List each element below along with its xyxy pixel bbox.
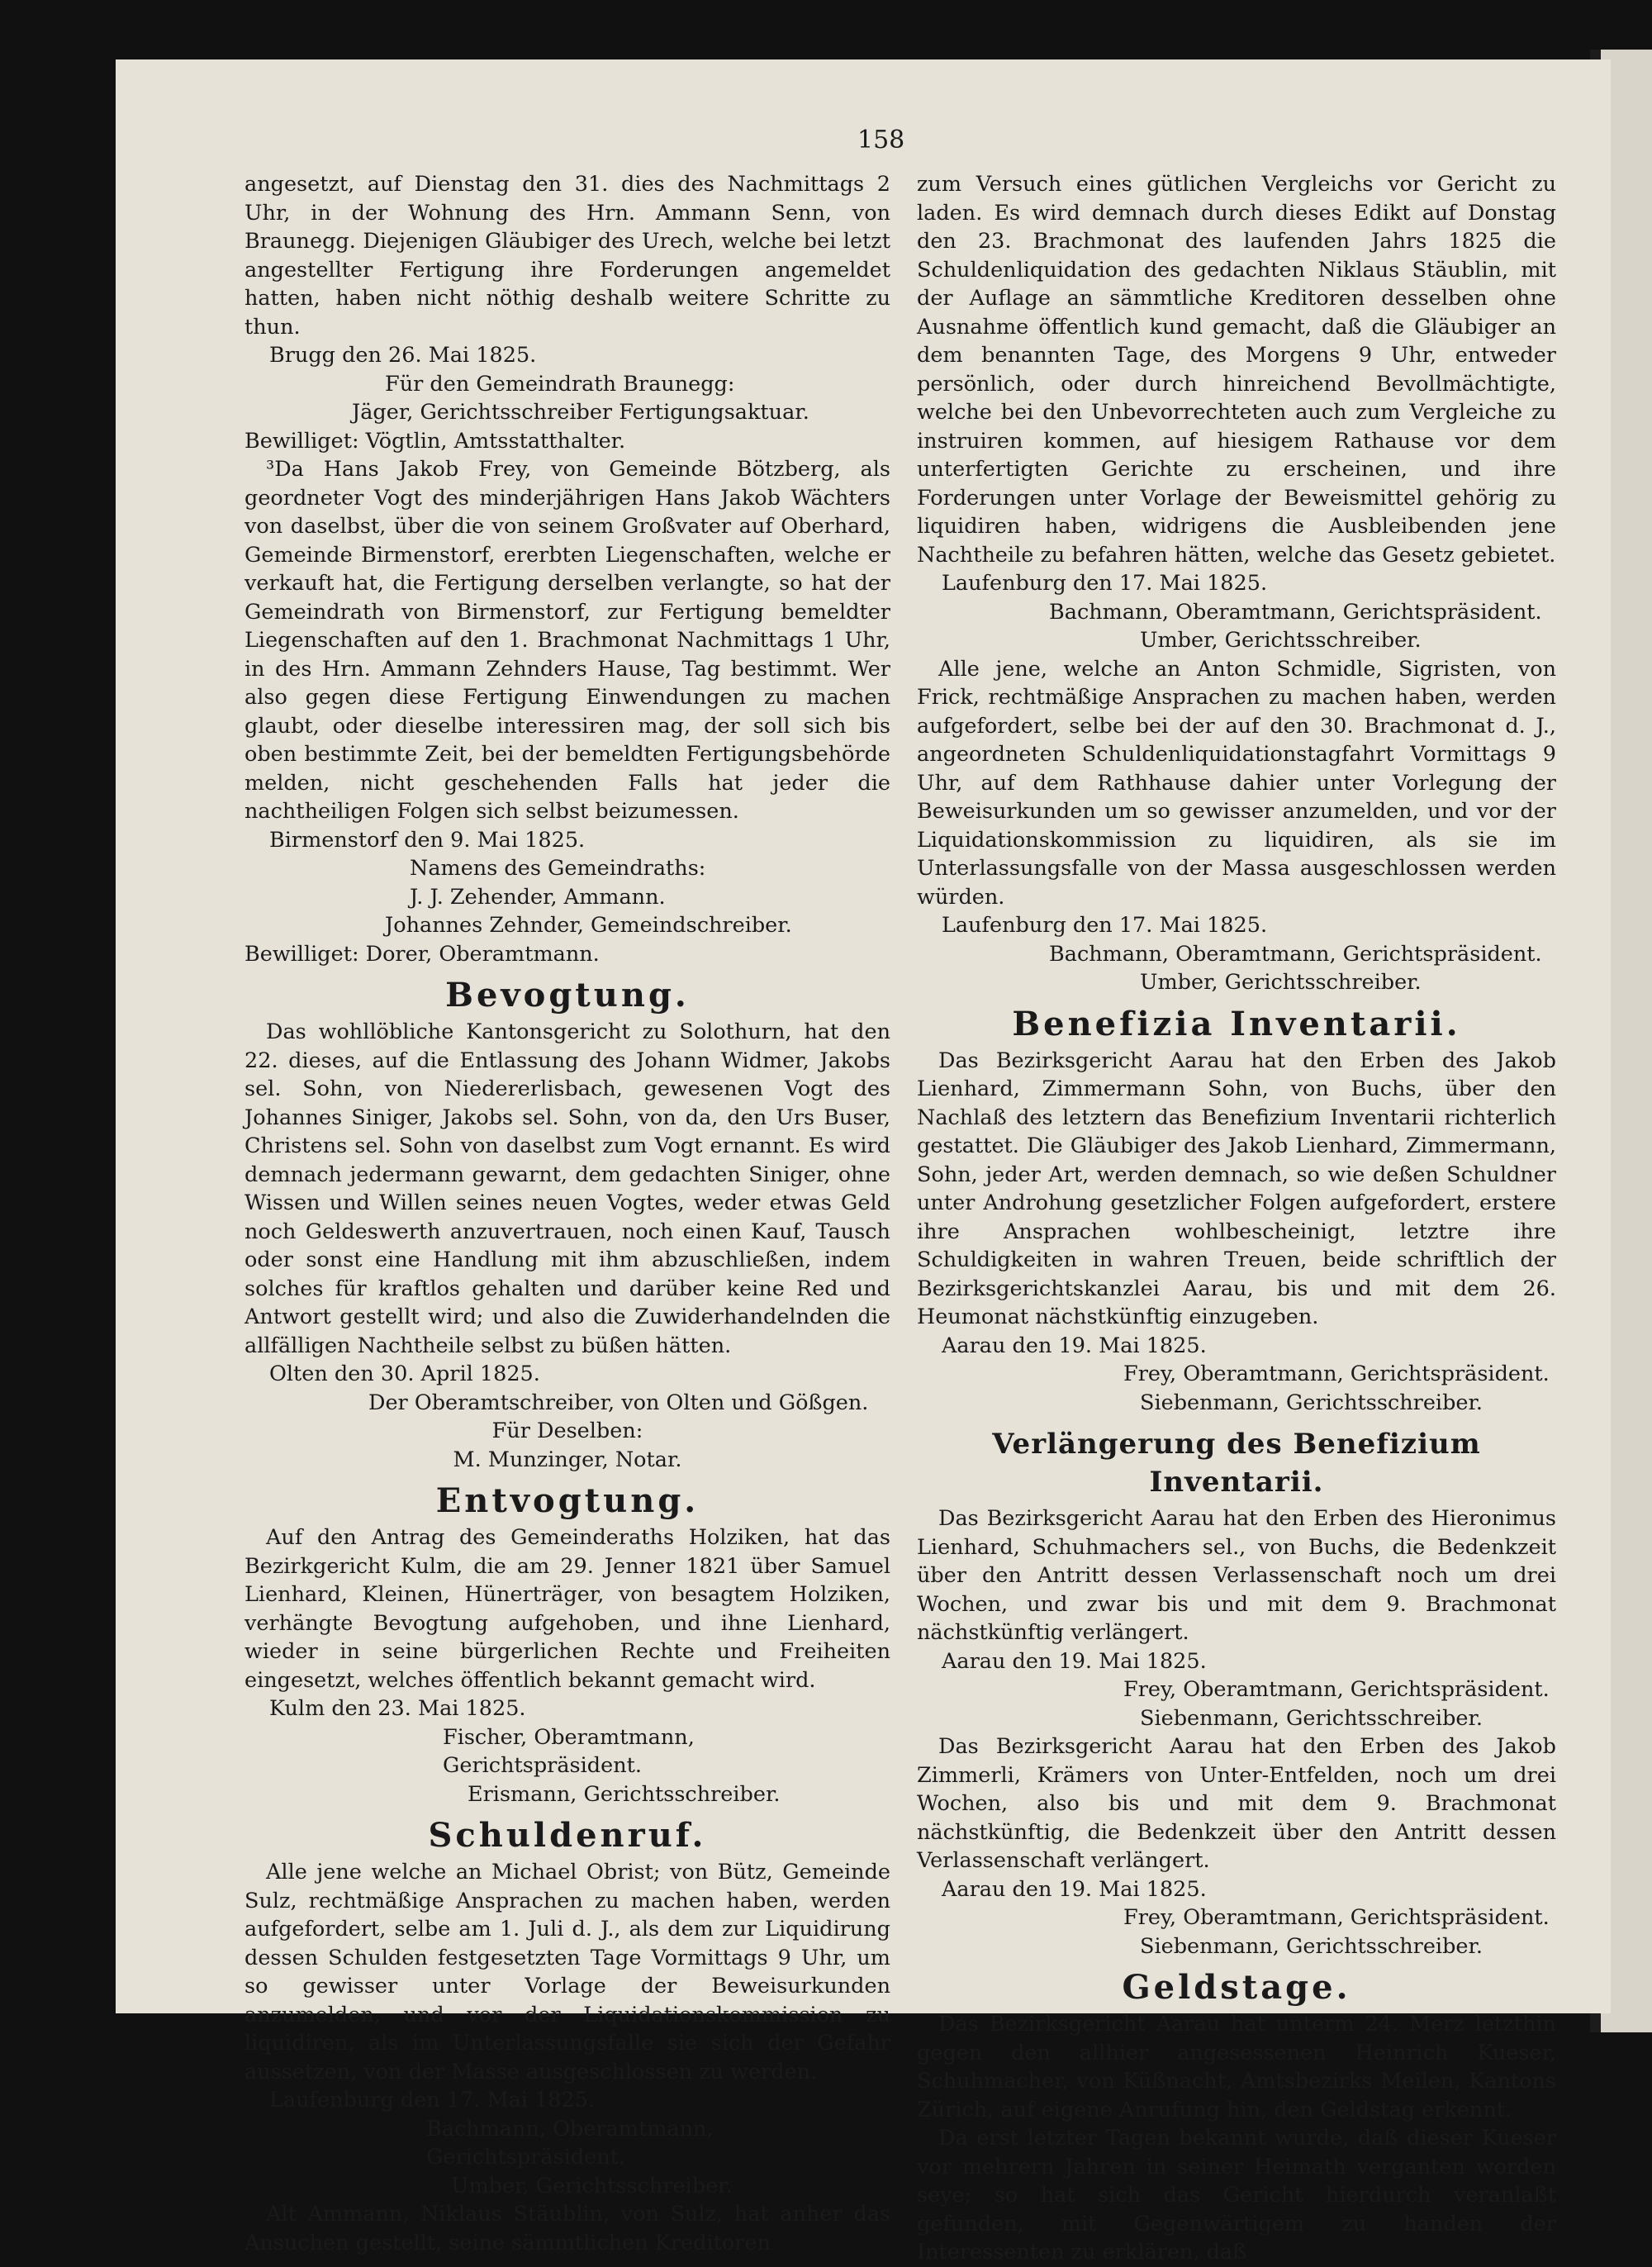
paragraph: Alle jene, welche an Anton Schmidle, Sigristen, von Frick, rechtmäßige Ansprachen zu machen haben, werden aufgefordert, selbe bei der auf den 30. Brachmonat d. J., angeordneten Schuldenliquidationstagfahrt Vormittags 9 Uhr, auf dem Rathhause dahier unter Vorlegung der Beweisurkunden um so gewisser anzumelden, und vor der Liquidationskommission zu liquidiren, als sie im Unterlassungsfalle von der Massa ausgeschlossen werden würden. bbox=[917, 656, 1556, 910]
paragraph: Da erst letzter Tagen bekannt wurde, daß dieser Kueser vor mehrern Jahren in seiner Heimath verganten worden seye; so hat sich das Gericht hierdurch veranlaßt gefunden, mit Gegenwärtigem zu handen der Interessenten zu erklären, daß bbox=[917, 2126, 1556, 2265]
paragraph: angesetzt, auf Dienstag den 31. dies des Nachmittags 2 Uhr, in der Wohnung des Hrn. Ammann Senn, von Braunegg. Diejenigen Gläubiger des Urech, welche bei letzt angestellter Fertigung ihre Forderungen angemeldet hatten, haben nicht nöthig deshalb weitere Schritte zu thun. bbox=[244, 172, 890, 340]
section-heading: Entvogtung. bbox=[435, 1481, 700, 1520]
dateline: Brugg den 26. Mai 1825. bbox=[269, 343, 537, 368]
signature-line: Umber, Gerichtsschreiber. bbox=[1140, 628, 1422, 653]
dateline: Laufenburg den 17. Mai 1825. bbox=[269, 2088, 596, 2113]
dateline: Laufenburg den 17. Mai 1825. bbox=[942, 913, 1268, 938]
paragraph: Das Bezirksgericht Aarau hat den Erben des Jakob Lienhard, Zimmermann Sohn, von Buchs, über den Nachlaß des letztern das Benefizium Inventarii richterlich gestattet. Die Gläubiger des Jakob Lienhard, Zimmermann, Sohn, jeder Art, werden demnach, so wie deßen Schuldner unter Androhung gesetzlicher Folgen aufgefordert, erstere ihre Ansprachen wohlbescheinigt, letztre ihre Schuldigkeiten in wahren Treuen, beide schriftlich der Bezirksgerichtskanzlei Aarau, bis und mit dem 26. Heumonat nächstkünftig einzugeben. bbox=[917, 1048, 1556, 1329]
dateline: Laufenburg den 17. Mai 1825. bbox=[942, 571, 1268, 596]
paragraph: Alt Ammann, Niklaus Stäublin, von Sulz, hat anher das Ansuchen gestellt, seine sämmtlichen Kreditoren bbox=[244, 2202, 890, 2255]
signature-line: M. Munzinger, Notar. bbox=[453, 1447, 682, 1472]
paragraph: ³Da Hans Jakob Frey, von Gemeinde Bötzberg, als geordneter Vogt des minderjährigen Hans Jakob Wächters von daselbst, über die von seinem Großvater auf Oberhard, Gemeinde Birmenstorf, ererbten Liegenschaften, welche er verkauft hat, die Fertigung derselben verlangte, so hat der Gemeindrath von Birmenstorf, zur Fertigung bemeldter Liegenschaften auf den 1. Brachmonat Nachmittags 1 Uhr, in des Hrn. Ammann Zehnders Hause, Tag bestimmt. Wer also gegen diese Fertigung Einwendungen zu machen glaubt, oder dieselbe interessiren mag, der soll sich bis oben bestimmte Zeit, bei der bemeldten Fertigungsbehörde melden, nicht geschehenden Falls hat jeder die nachtheiligen Folgen sich selbst beizumessen. bbox=[244, 457, 890, 824]
paragraph: Auf den Antrag des Gemeinderaths Holziken, hat das Bezirkgericht Kulm, die am 29. Jenner 1821 über Samuel Lienhard, Kleinen, Hünerträger, von besagtem Holziken, verhängte Bevogtung aufgehoben, und ihne Lienhard, wieder in seine bürgerlichen Rechte und Freiheiten eingesetzt, welches öffentlich bekannt gemacht wird. bbox=[244, 1525, 890, 1693]
signature-line: Frey, Oberamtmann, Gerichtspräsident. bbox=[1123, 1677, 1550, 1702]
signature-line: Umber, Gerichtsschreiber. bbox=[1140, 970, 1422, 995]
section-heading: Bevogtung. bbox=[445, 976, 690, 1015]
signature-line: Umber, Gerichtsschreiber. bbox=[451, 2173, 733, 2198]
section-heading: Geldstage. bbox=[1122, 1968, 1351, 2007]
signature-line: Fischer, Oberamtmann, Gerichtspräsident. bbox=[443, 1724, 695, 1778]
signature-line: Siebenmann, Gerichtsschreiber. bbox=[1140, 1705, 1483, 1731]
page-number: 158 bbox=[857, 126, 905, 154]
signature-line: Für Deselben: bbox=[491, 1419, 643, 1443]
dateline: Olten den 30. April 1825. bbox=[269, 1362, 540, 1386]
right-column bbox=[917, 170, 1556, 2267]
signature-line: Jäger, Gerichtsschreiber Fertigungsaktuar. bbox=[352, 400, 809, 425]
signature-line: Frey, Oberamtmann, Gerichtspräsident. bbox=[1123, 1362, 1550, 1386]
paragraph: Das wohllöbliche Kantonsgericht zu Solothurn, hat den 22. dieses, auf die Entlassung des Johann Widmer, Jakobs sel. Sohn, von Niedererlisbach, gewesenen Vogt des Johannes Siniger, Jakobs sel. Sohn, von da, den Urs Buser, Christens sel. Sohn von daselbst zum Vogt ernannt. Es wird demnach jedermann gewarnt, dem gedachten Siniger, ohne Wissen und Willen seines neuen Vogtes, weder etwas Geld noch Geldeswerth anzuvertrauen, noch einen Kauf, Tausch oder sonst eine Handlung mit ihm abzuschließen, indem solches für kraftlos gehalten und darüber keine Red und Antwort gestellt wird; und also die Zuwiderhandelnden die allfälligen Nachtheile selbst zu büßen hätten. bbox=[244, 1019, 890, 1358]
signature-line: Der Oberamtschreiber, von Olten und Gößgen. bbox=[368, 1390, 869, 1415]
signature-line: Siebenmann, Gerichtsschreiber. bbox=[1140, 1933, 1483, 1959]
dateline: Kulm den 23. Mai 1825. bbox=[269, 1696, 526, 1721]
section-heading: Verlängerung des Benefizium Inventarii. bbox=[992, 1428, 1481, 1499]
approval-line: Bewilliget: Dorer, Oberamtmann. bbox=[244, 941, 600, 967]
dateline: Aarau den 19. Mai 1825. bbox=[942, 1333, 1207, 1358]
signature-line: Bachmann, Oberamtmann, Gerichtspräsident. bbox=[1049, 941, 1542, 967]
signature-line: Namens des Gemeindraths: bbox=[410, 856, 706, 881]
section-heading: Benefizia Inventarii. bbox=[1012, 1004, 1461, 1043]
signature-line: Frey, Oberamtmann, Gerichtspräsident. bbox=[1123, 1905, 1550, 1930]
left-column bbox=[244, 170, 890, 2257]
signature-line: Für den Gemeindrath Braunegg: bbox=[385, 371, 735, 397]
paragraph: Alle jene welche an Michael Obrist; von Bütz, Gemeinde Sulz, rechtmäßige Ansprachen zu machen haben, werden aufgefordert, selbe am 1. Juli d. J., als dem zur Liquidirung dessen Schulden festgesetzten Tage Vormittags 9 Uhr, um so gewisser unter Vorlage der Beweisurkunden anzumelden, und vor der Liquidationskommission zu liquidiren, als im Unterlassungsfalle sie sich der Gefahr aussetzen, von der Masse ausgeschlossen zu werden. bbox=[244, 1860, 890, 2084]
signature-line: Johannes Zehnder, Gemeindschreiber. bbox=[385, 913, 792, 938]
signature-line: Siebenmann, Gerichtsschreiber. bbox=[1140, 1390, 1483, 1415]
signature-line: Bachmann, Oberamtmann, Gerichtspräsident. bbox=[426, 2116, 714, 2170]
signature-line: Erismann, Gerichtsschreiber. bbox=[468, 1781, 781, 1807]
signature-line: J. J. Zehender, Ammann. bbox=[410, 884, 666, 910]
section-heading: Schuldenruf. bbox=[428, 1816, 707, 1855]
signature-line: Bachmann, Oberamtmann, Gerichtspräsident. bbox=[1049, 599, 1542, 625]
paragraph: Das Bezirksgericht Aarau hat den Erben des Jakob Zimmerli, Krämers von Unter-Entfelden, noch um drei Wochen, also bis und mit dem 9. Brachmonat nächstkünftig, die Bedenkzeit über den Antritt dessen Verlassenschaft verlängert. bbox=[917, 1734, 1556, 1873]
dateline: Birmenstorf den 9. Mai 1825. bbox=[269, 827, 586, 853]
approval-line: Bewilliget: Vögtlin, Amtsstatthalter. bbox=[244, 428, 626, 454]
paragraph: Das Bezirksgericht Aarau hat unterm 24. Merz letzthin gegen den allhier angesessenen Heinrich Kueser, Schuhmacher, von Küßnacht, Amtsbezirks Meilen, Kantons Zürich, auf eigene Anrufung hin, den Geldstag erkennt. bbox=[917, 2012, 1556, 2122]
dateline: Aarau den 19. Mai 1825. bbox=[942, 1648, 1207, 1674]
dateline: Aarau den 19. Mai 1825. bbox=[942, 1876, 1207, 1902]
paragraph: zum Versuch eines gütlichen Vergleichs vor Gericht zu laden. Es wird demnach durch dieses Edikt auf Donstag den 23. Brachmonat des laufenden Jahrs 1825 die Schuldenliquidation des gedachten Niklaus Stäublin, mit der Auflage an sämmtliche Kreditoren desselben ohne Ausnahme öffentlich kund gemacht, daß die Gläubiger an dem benannten Tage, des Morgens 9 Uhr, entweder persönlich, oder durch hinreichend Bevollmächtigte, welche bei den Unbevorrechteten auch zum Vergleiche zu instruiren kommen, auf hiesigem Rathause vor dem unterfertigten Gerichte zu erscheinen, und ihre Forderungen unter Vorlage der Beweismittel gehörig zu liquidiren haben, widrigens die Ausbleibenden jene Nachtheile zu befahren hätten, welche das Gesetz gebietet. bbox=[917, 172, 1556, 568]
paragraph: Das Bezirksgericht Aarau hat den Erben des Hieronimus Lienhard, Schuhmachers sel., von Buchs, die Bedenkzeit über den Antritt dessen Verlassenschaft noch um drei Wochen, und zwar bis und mit dem 9. Brachmonat nächstkünftig verlängert. bbox=[917, 1506, 1556, 1645]
